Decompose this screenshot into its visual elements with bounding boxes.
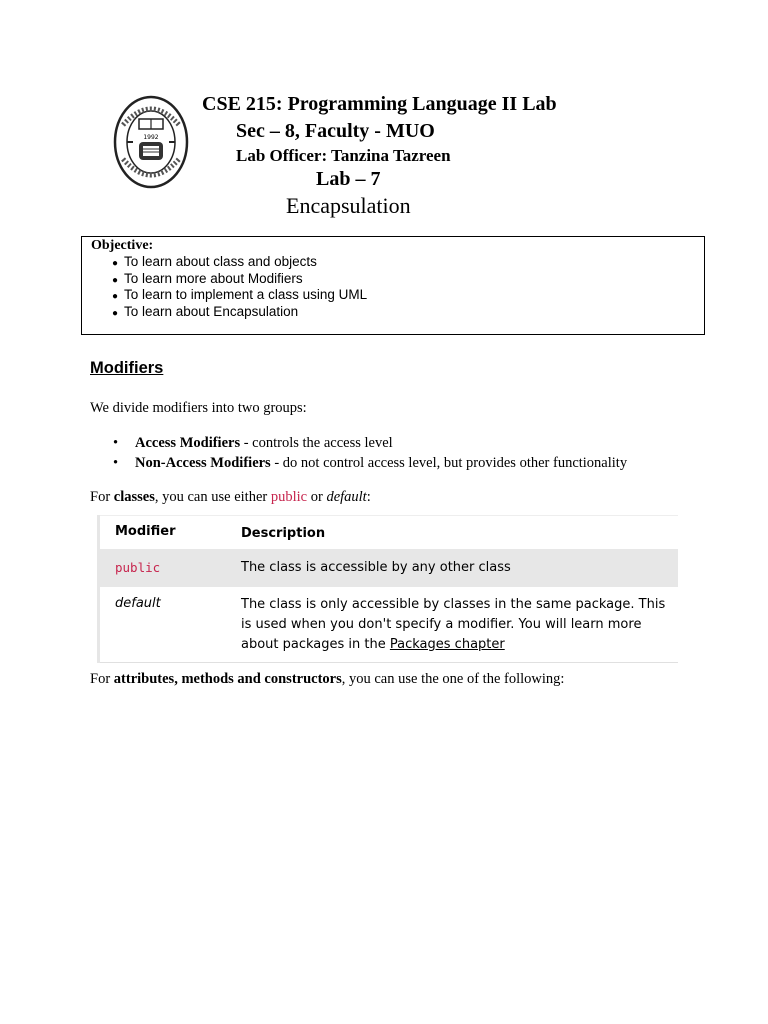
- default-keyword: default: [326, 489, 367, 505]
- modifiers-heading: Modifiers: [90, 359, 164, 377]
- modifier-group-item: • Non-Access Modifiers - do not control access level, but provides other functionality: [113, 455, 628, 471]
- objective-title: Objective:: [91, 238, 154, 253]
- attributes-paragraph: For attributes, methods and constructors, you can use the one of the following:: [90, 671, 565, 687]
- objective-item: ● To learn about Encapsulation: [112, 304, 367, 321]
- modifier-cell: public: [115, 560, 161, 575]
- objective-item: ● To learn to implement a class using UML: [112, 287, 367, 304]
- bullet-icon: •: [113, 455, 119, 471]
- course-title: CSE 215: Programming Language II Lab: [202, 93, 557, 115]
- table-header: [100, 515, 678, 550]
- modifier-group-item: • Access Modifiers - controls the access level: [113, 435, 393, 451]
- svg-text:1992: 1992: [143, 134, 159, 141]
- objective-item: ● To learn about class and objects: [112, 254, 367, 271]
- lab-officer: Lab Officer: Tanzina Tazreen: [236, 146, 451, 165]
- objective-box: [81, 236, 705, 335]
- description-cell: The class is only accessible by classes in the same package. This is used when you don't specify a modifier. You will learn more about packages in the Packages chapter: [241, 597, 666, 652]
- table-row: [100, 587, 678, 663]
- class-modifiers-table: [97, 515, 678, 663]
- public-keyword: public: [270, 489, 308, 505]
- table-row: [100, 549, 678, 587]
- packages-chapter-link[interactable]: Packages chapter: [389, 637, 505, 652]
- lab-topic: Encapsulation: [286, 193, 411, 218]
- university-seal-logo: [113, 95, 189, 189]
- description-cell: The class is accessible by any other class: [241, 560, 511, 575]
- classes-paragraph: For classes, you can use either public or default:: [90, 489, 371, 505]
- column-header-modifier: Modifier: [115, 524, 176, 539]
- objective-item: ● To learn more about Modifiers: [112, 271, 367, 288]
- bullet-icon: •: [113, 435, 119, 451]
- section-faculty: Sec – 8, Faculty - MUO: [236, 120, 435, 142]
- modifiers-intro: We divide modifiers into two groups:: [90, 400, 307, 416]
- lab-number: Lab – 7: [316, 168, 381, 190]
- column-header-description: Description: [241, 526, 326, 541]
- bullet-icon: ●: [112, 291, 119, 303]
- bullet-icon: ●: [112, 258, 119, 269]
- bullet-icon: ●: [112, 308, 119, 320]
- objective-list: [112, 254, 367, 321]
- modifier-cell: default: [115, 596, 161, 611]
- bullet-icon: ●: [112, 274, 119, 286]
